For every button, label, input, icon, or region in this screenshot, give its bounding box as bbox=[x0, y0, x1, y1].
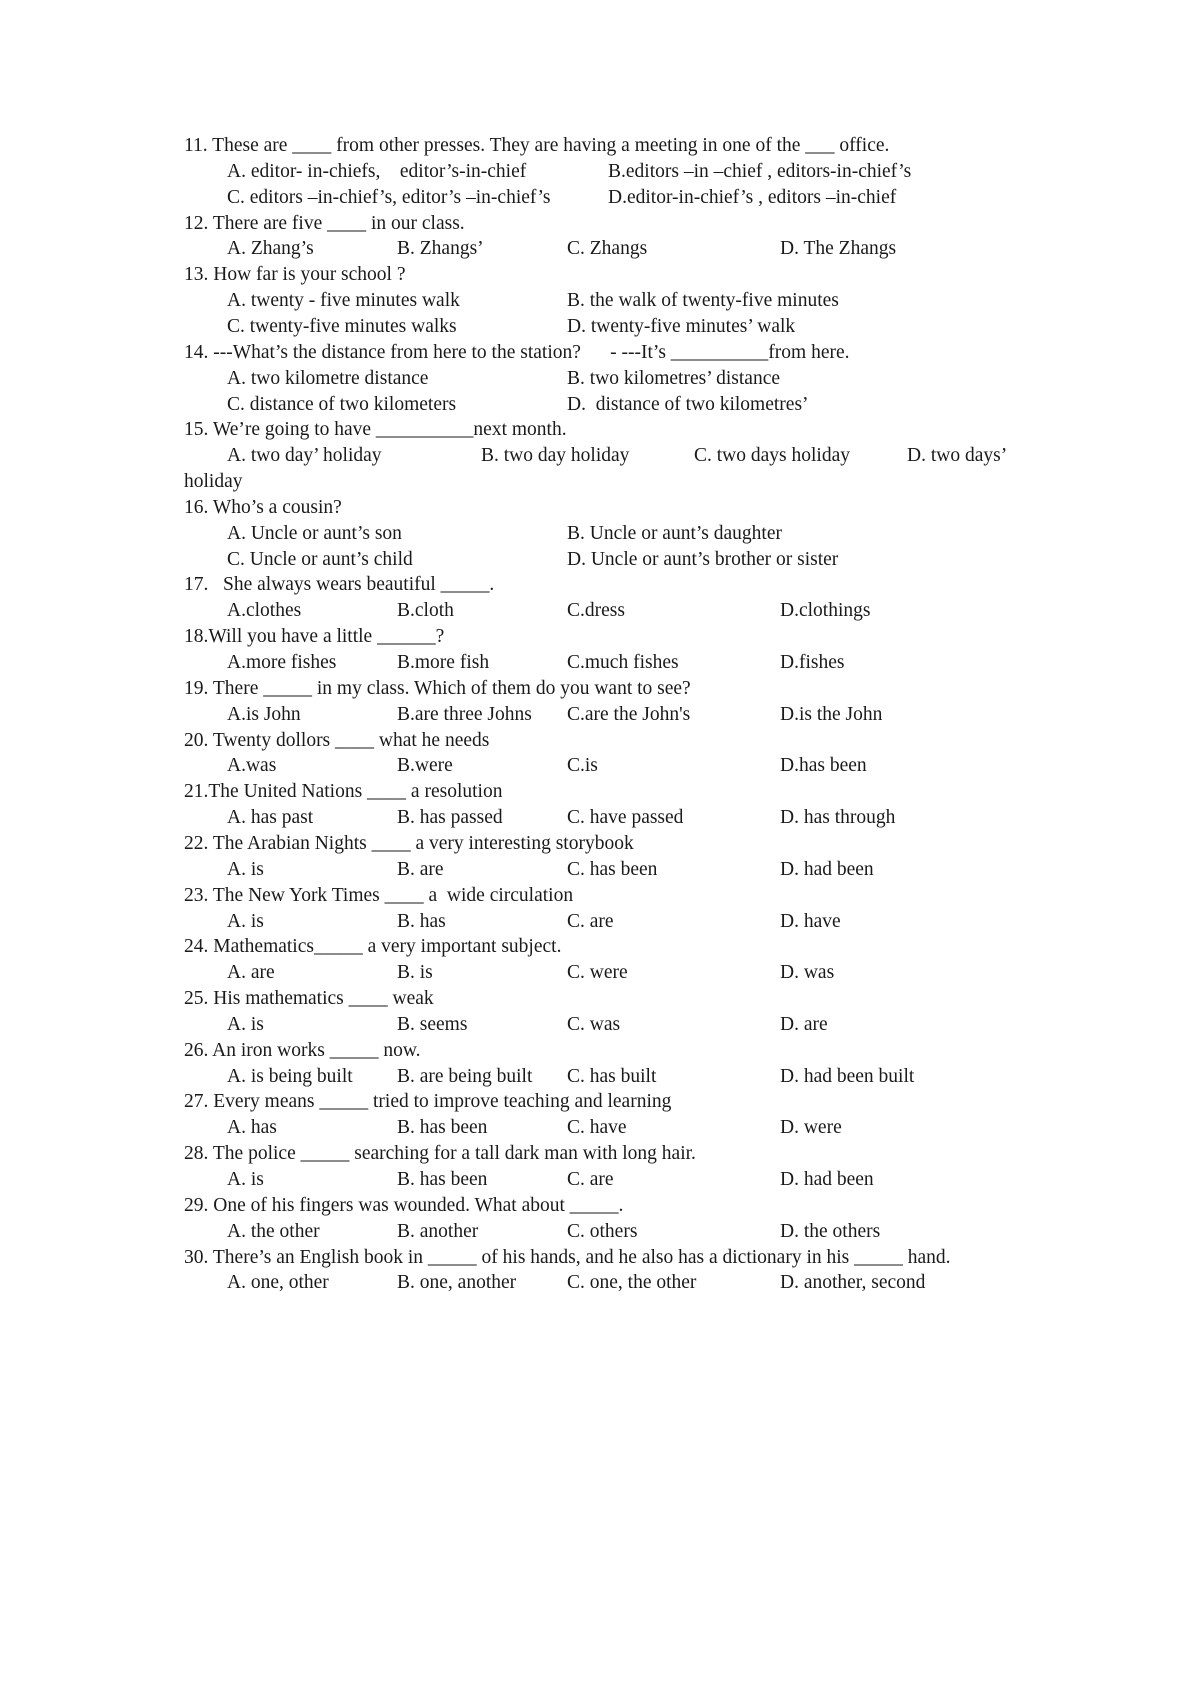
option-c: C. Zhangs bbox=[567, 238, 648, 260]
question-text: 13. How far is your school ? bbox=[184, 264, 406, 286]
option-a: A.more fishes bbox=[227, 652, 337, 673]
option-b: B. has passed bbox=[397, 807, 503, 829]
option-d: D. were bbox=[780, 1117, 842, 1139]
option-d: D.clothings bbox=[780, 600, 871, 622]
option-b: B. another bbox=[397, 1220, 479, 1242]
question-text: 19. There _____ in my class. Which of them do you want to see? bbox=[184, 677, 691, 699]
option-b: B. has been bbox=[397, 1117, 488, 1139]
option-a: A. twenty - five minutes walk bbox=[227, 290, 460, 312]
question-text: 14. ---What’s the distance from here to the station? - ---It’s __________from here. bbox=[184, 341, 850, 363]
option-b: B. two day holiday bbox=[481, 445, 630, 467]
option-a: A. is bbox=[227, 910, 264, 932]
question-text: 29. One of his fingers was wounded. What about _____. bbox=[184, 1194, 624, 1216]
option-c: C. are bbox=[567, 910, 614, 932]
option-b: B. Zhangs’ bbox=[397, 238, 484, 260]
option-d: D. had been bbox=[780, 1169, 874, 1190]
option-b: B.editors –in –chief , editors-in-chief’s bbox=[608, 160, 912, 182]
option-a: A. two day’ holiday bbox=[227, 445, 382, 467]
option-a: A. has past bbox=[227, 807, 314, 829]
option-a: C. distance of two kilometers bbox=[227, 393, 457, 415]
question-text: 26. An iron works _____ now. bbox=[184, 1039, 421, 1061]
option-b: B. seems bbox=[397, 1013, 468, 1035]
question-text: 21.The United Nations ____ a resolution bbox=[184, 781, 503, 803]
option-b: B. has been bbox=[397, 1169, 488, 1190]
question-text: 15. We’re going to have __________next month. bbox=[184, 419, 567, 441]
option-c: C.much fishes bbox=[567, 652, 679, 673]
option-c: C. have passed bbox=[567, 807, 684, 829]
option-d: D. was bbox=[780, 962, 835, 984]
option-d: D. The Zhangs bbox=[780, 238, 897, 260]
option-c: C.are the John's bbox=[567, 703, 691, 725]
option-b: D.editor-in-chief’s , editors –in-chief bbox=[608, 186, 897, 208]
option-b: B.cloth bbox=[397, 600, 454, 622]
option-b: D. twenty-five minutes’ walk bbox=[567, 315, 796, 337]
question-text: 18.Will you have a little ______? bbox=[184, 626, 445, 648]
option-d: D. had been bbox=[780, 858, 874, 880]
option-a: A. Uncle or aunt’s son bbox=[227, 522, 402, 544]
option-b: B. are being built bbox=[397, 1065, 533, 1087]
question-text: 20. Twenty dollors ____ what he needs bbox=[184, 729, 490, 751]
option-a: A. Zhang’s bbox=[227, 238, 314, 260]
question-text: 24. Mathematics_____ a very important subject. bbox=[184, 936, 562, 958]
option-a: C. twenty-five minutes walks bbox=[227, 315, 457, 337]
option-c: C. has been bbox=[567, 858, 658, 880]
option-d: D.is the John bbox=[780, 703, 883, 725]
option-a: A. is bbox=[227, 1169, 264, 1190]
option-c: C.is bbox=[567, 755, 598, 777]
option-a: A. has bbox=[227, 1117, 277, 1139]
option-a: C. editors –in-chief’s, editor’s –in-chief’s bbox=[227, 186, 551, 208]
option-b: B. has bbox=[397, 910, 446, 932]
option-d: D. have bbox=[780, 910, 841, 932]
option-b: B. are bbox=[397, 858, 444, 880]
option-b: B.were bbox=[397, 755, 453, 777]
option-a: A. is being built bbox=[227, 1065, 353, 1087]
option-c: C. others bbox=[567, 1220, 638, 1242]
option-c: C. have bbox=[567, 1117, 627, 1139]
option-a: A. two kilometre distance bbox=[227, 367, 429, 389]
question-text: 30. There’s an English book in _____ of his hands, and he also has a dictionary in his _____ hand. bbox=[184, 1246, 951, 1268]
question-text: 27. Every means _____ tried to improve teaching and learning bbox=[184, 1091, 672, 1113]
option-c: C. one, the other bbox=[567, 1272, 697, 1294]
option-d: D. had been built bbox=[780, 1065, 915, 1087]
question-text: 25. His mathematics ____ weak bbox=[184, 988, 434, 1010]
option-continuation-text: holiday bbox=[184, 471, 243, 493]
question-text: 11. These are ____ from other presses. They are having a meeting in one of the ___ office. bbox=[184, 135, 890, 156]
option-c: C. were bbox=[567, 962, 628, 984]
option-a: A. the other bbox=[227, 1220, 320, 1242]
option-d: D. the others bbox=[780, 1220, 881, 1242]
option-b: B. the walk of twenty-five minutes bbox=[567, 290, 839, 312]
question-text: 28. The police _____ searching for a tall dark man with long hair. bbox=[184, 1143, 696, 1165]
option-d: D. has through bbox=[780, 807, 896, 829]
option-b: D. distance of two kilometres’ bbox=[567, 393, 809, 415]
option-c: C. are bbox=[567, 1169, 614, 1190]
option-c: C. has built bbox=[567, 1065, 657, 1087]
question-text: 17. She always wears beautiful _____. bbox=[184, 574, 495, 596]
option-c: C.dress bbox=[567, 600, 625, 622]
question-text: 12. There are five ____ in our class. bbox=[184, 212, 465, 234]
option-d: D.fishes bbox=[780, 652, 845, 673]
option-c: C. was bbox=[567, 1013, 621, 1035]
option-d: D. are bbox=[780, 1013, 828, 1035]
option-b: B. two kilometres’ distance bbox=[567, 367, 781, 389]
option-b: B. Uncle or aunt’s daughter bbox=[567, 522, 782, 544]
option-d: D. two days’ bbox=[907, 445, 1008, 467]
option-d: D.has been bbox=[780, 755, 867, 777]
option-a: A. is bbox=[227, 1013, 264, 1035]
option-b: B.more fish bbox=[397, 652, 490, 673]
option-c: C. two days holiday bbox=[694, 445, 850, 467]
option-b: B. one, another bbox=[397, 1272, 517, 1294]
option-a: A. one, other bbox=[227, 1272, 329, 1294]
option-a: C. Uncle or aunt’s child bbox=[227, 548, 413, 570]
question-text: 23. The New York Times ____ a wide circulation bbox=[184, 884, 574, 906]
option-b: D. Uncle or aunt’s brother or sister bbox=[567, 548, 839, 570]
question-text: 16. Who’s a cousin? bbox=[184, 496, 342, 518]
option-b: B. is bbox=[397, 962, 433, 984]
option-a: A.clothes bbox=[227, 600, 302, 622]
option-a: A. is bbox=[227, 858, 264, 880]
option-a: A. are bbox=[227, 962, 275, 984]
option-b: B.are three Johns bbox=[397, 703, 532, 725]
question-text: 22. The Arabian Nights ____ a very interesting storybook bbox=[184, 832, 634, 854]
option-a: A.was bbox=[227, 755, 277, 777]
option-a: A. editor- in-chiefs, editor’s-in-chief bbox=[227, 160, 527, 182]
option-a: A.is John bbox=[227, 703, 301, 725]
option-d: D. another, second bbox=[780, 1272, 926, 1294]
